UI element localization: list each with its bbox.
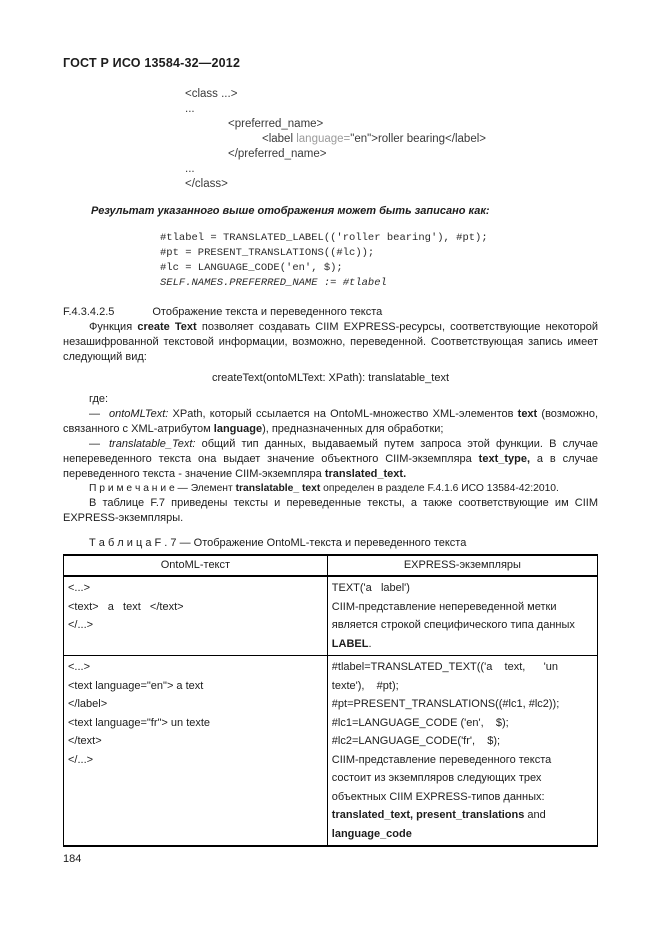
cell-line: language_code [331, 827, 412, 840]
text-segment: общий тип данных, выдаваемый путем запроса этой функции. В случае непереведенного текста она выдает значение объектного CIIM-экземпляра [63, 438, 598, 465]
mapping-table [63, 554, 598, 847]
express-code-block [160, 231, 598, 291]
cell-line: CIIM-представление непереведенной метки [331, 600, 557, 613]
cell-line: #pt=PRESENT_TRANSLATIONS((#lc1, #lc2)); [331, 698, 560, 710]
cell-line: </text> [68, 735, 102, 747]
text-segment: Функция [89, 321, 138, 333]
code-line: #tlabel = TRANSLATED_LABEL(('roller bearing'), #pt); [160, 232, 488, 244]
table-caption [63, 536, 598, 551]
bullet-item [63, 407, 598, 437]
doc-header: ГОСТ Р ИСО 13584-32—2012 [63, 56, 241, 70]
table-cell [64, 576, 328, 656]
cell-line: #tlabel=TRANSLATED_TEXT(('a text, 'un [331, 661, 558, 673]
cell-line: <...> [68, 661, 91, 673]
cell-line: <text> a text </text> [68, 600, 184, 613]
code-line: ... [185, 103, 195, 115]
code-line: <preferred_name> [228, 118, 324, 130]
text-segment: П р и м е ч а н и е — Элемент [89, 483, 236, 494]
cell-line: </label> [68, 698, 108, 710]
cell-line [332, 635, 593, 654]
cell-line: состоит из экземпляров следующих трех [331, 772, 542, 784]
table-cell [327, 576, 597, 656]
text-segment: ), предназначенных для обработки; [262, 423, 444, 435]
text-segment-bold: create Text [137, 321, 197, 333]
table-row [64, 576, 598, 656]
table-header-row [64, 555, 598, 576]
cell-line: <...> [68, 582, 91, 594]
text-segment-italic: translatable_Text: [109, 438, 196, 450]
code-segment-attr: language= [296, 133, 351, 145]
page-number: 184 [63, 853, 82, 865]
text-segment-bold: language [213, 423, 263, 435]
text-segment: XPath, который ссылается на OntoML-множество XML-элементов [168, 408, 518, 420]
cell-line: </...> [68, 753, 94, 766]
table-row [64, 656, 598, 847]
text-segment-bold: text [517, 408, 538, 420]
cell-line: #lc2=LANGUAGE_CODE('fr', $); [331, 735, 501, 747]
code-line [185, 132, 598, 147]
bullet-dash: — [89, 408, 100, 420]
table-cell [327, 656, 597, 847]
bullet-dash: — [89, 438, 100, 450]
caption-label: Т а б л и ц а F . 7 [89, 537, 177, 549]
code-line: <class ...> [185, 88, 238, 100]
text-segment: определен в разделе F.4.1.6 ИСО 13584-42:2010. [320, 483, 559, 494]
code-line: #pt = PRESENT_TRANSLATIONS((#lc)); [160, 247, 375, 259]
where-label: где: [89, 393, 109, 405]
table-header-cell: OntoML-текст [64, 555, 328, 576]
cell-line: texte'), #pt); [331, 679, 399, 692]
cell-line: CIIM-представление переведенного текста [331, 753, 552, 766]
text-segment-bold: translated_text, present_translations [331, 809, 525, 821]
section-number: F.4.3.4.2.5 [63, 306, 115, 318]
code-line: </class> [185, 178, 228, 190]
cell-line [332, 806, 593, 825]
table-cell [64, 656, 328, 847]
text-segment: позволяет создавать CIIM EXPRESS-ресурсы, соответствующие некоторой незашифрованной текстовой информации, возможно, переведенной. Соответствующая запись имеет следующий вид: [63, 321, 598, 363]
section-heading [63, 305, 598, 320]
code-segment: <label [262, 133, 297, 145]
code-line: SELF.NAMES.PREFERRED_NAME := #tlabel [160, 277, 387, 289]
cell-line: объектных CIIM EXPRESS-типов данных: [331, 790, 545, 803]
code-segment: "en">roller bearing</label> [350, 133, 486, 145]
text-segment: а в случае переведенного текста - значение CIIM-экземпляра [63, 453, 598, 480]
table-intro-paragraph: В таблице F.7 приведены тексты и переведенные тексты, а также соответствующие им CIIM EXPRESS-экземпляры. [63, 497, 598, 524]
text-segment-bold: translated_text. [324, 468, 407, 480]
text-segment: and [524, 809, 546, 821]
code-line: ... [185, 163, 195, 175]
cell-line: <text language="en"> a text [68, 679, 204, 692]
code-line: #lc = LANGUAGE_CODE('en', $); [160, 262, 343, 274]
table-header-cell: EXPRESS-экземпляры [327, 555, 597, 576]
text-segment-bold: text_type, [478, 453, 531, 465]
code-line: </preferred_name> [228, 148, 327, 160]
cell-line: </...> [68, 619, 94, 631]
xml-code-block [185, 87, 598, 192]
cell-line: <text language="fr"> un texte [68, 716, 211, 729]
note-paragraph [63, 482, 598, 496]
section-title: Отображение текста и переведенного текста [152, 306, 383, 318]
result-paragraph: Результат указанного выше отображения может быть записано как: [91, 205, 490, 217]
bullet-item [63, 437, 598, 482]
caption-text: — Отображение OntoML-текста и переведенного текста [176, 537, 467, 549]
function-signature: createText(ontoMLText: XPath): translatable_text [211, 372, 450, 384]
text-segment-italic: ontoMLText: [109, 408, 169, 420]
paragraph [63, 320, 598, 365]
text-segment-bold: LABEL [331, 637, 369, 650]
cell-line: #lc1=LANGUAGE_CODE ('en', $); [331, 716, 509, 729]
cell-line: является строкой специфического типа данных [331, 619, 575, 631]
text-segment: (возможно, связанного с XML-атрибутом [63, 408, 599, 435]
text-segment: . [368, 637, 372, 650]
cell-line: TEXT('a label') [331, 582, 410, 594]
text-segment-bold: translatable_ text [235, 483, 321, 494]
